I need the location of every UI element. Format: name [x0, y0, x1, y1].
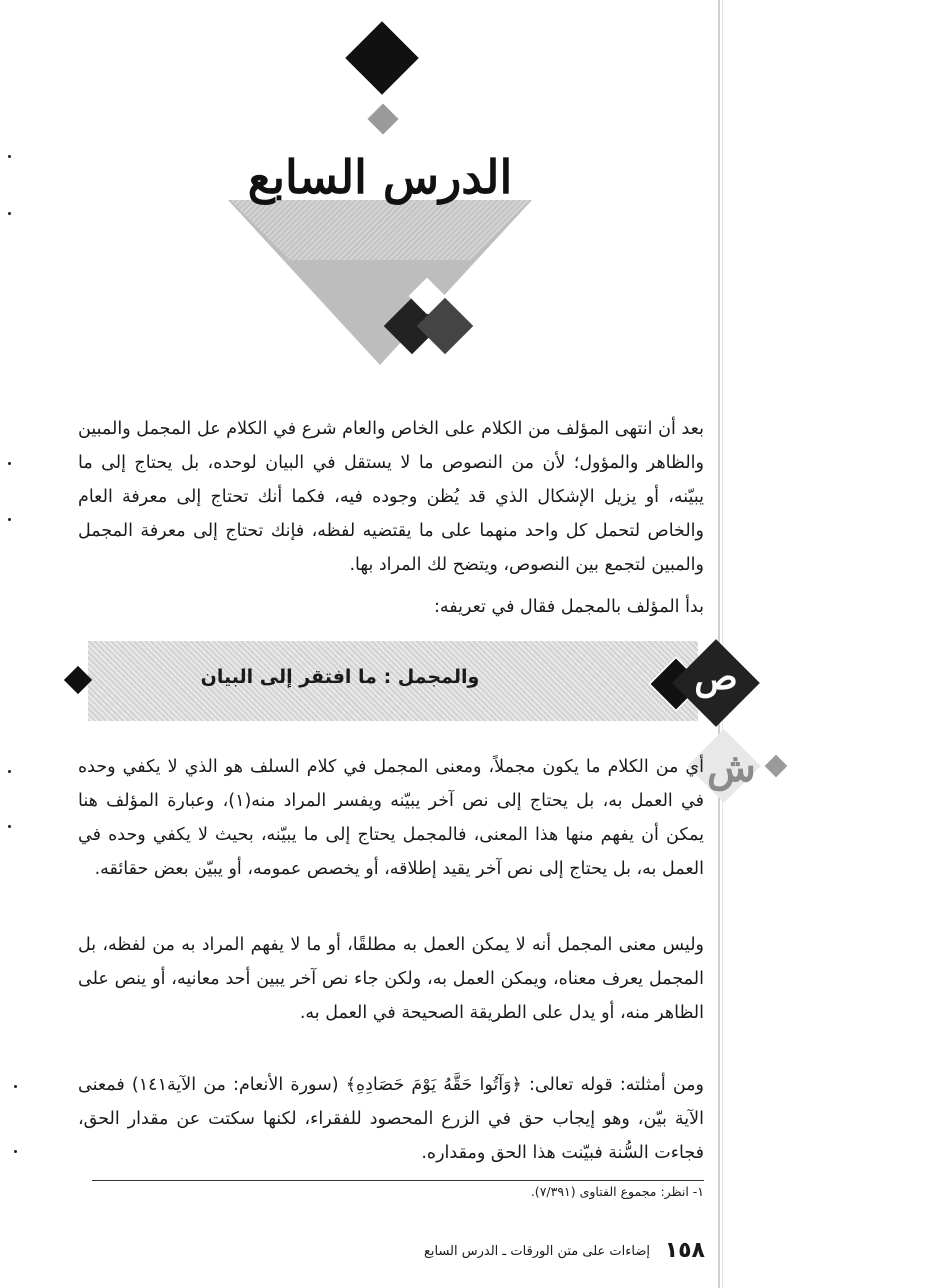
commentary-paragraph-3: ومن أمثلته: قوله تعالى: ﴿وَآتُوا حَقَّهُ يَوْمَ حَصَادِهِ﴾ (سورة الأنعام: من الآية١٤١) فمعنى الآية بيّن، وهو إيجاب حق في الزرع المحصود للفقراء، لكنها سكتت عن مقدار الحق، فجاءت السُّنة فبيّنت هذا الحق ومقداره. — [78, 1075, 704, 1163]
page-edge-line-secondary — [722, 0, 723, 1288]
margin-dot — [8, 518, 11, 521]
section-title: والمجمل : ما افتقر إلى البيان — [200, 666, 480, 688]
footnote: ١- انظر: مجموع الفتاوى (٧/٣٩١). — [530, 1184, 704, 1199]
footnote-divider — [92, 1180, 704, 1181]
lesson-title: الدرس السابع — [247, 150, 513, 204]
top-diamond — [345, 21, 419, 95]
intro-lead: بدأ المؤلف بالمجمل فقال في تعريفه: — [433, 597, 704, 617]
margin-dot — [14, 1085, 17, 1088]
matn-badge-letter: ص — [694, 656, 738, 698]
margin-dot — [8, 462, 11, 465]
commentary-paragraph-1: أي من الكلام ما يكون مجملاً، ومعنى المجمل في كلام السلف هو الذي لا يكفي وحده في العمل به، بل يحتاج إلى نص آخر يبيّنه ويفسر المراد منه(١)، وعبارة المؤلف هنا يمكن أن يفهم منها هذا المعنى، فالمجمل يحتاج إلى ما يبيّنه، بحيث لا يكفي وحده في العمل به، بل يحتاج إلى نص آخر يقيد إطلاقه، أو يخصص عمومه، أو يبيّن بعض حقائقه. — [78, 757, 704, 879]
margin-dot — [8, 212, 11, 215]
margin-dot — [8, 825, 11, 828]
margin-dot — [8, 770, 11, 773]
small-diamond — [367, 103, 398, 134]
margin-dot — [8, 155, 11, 158]
commentary-paragraph-2: وليس معنى المجمل أنه لا يمكن العمل به مطلقًا، أو ما لا يفهم المراد به من لفظه، بل المجمل يعرف معناه، ويمكن العمل به، ولكن جاء نص آخر يبين أحد معانيه، أو ينص على الظاهر منه، أو يدل على الطريقة الصحيحة في العمل به. — [78, 935, 704, 1023]
running-title: إضاءات على متن الورقات ـ الدرس السابع — [423, 1244, 650, 1259]
intro-paragraph: بعد أن انتهى المؤلف من الكلام على الخاص والعام شرع في الكلام عل المجمل والمبين والظاهر والمؤول؛ لأن من النصوص ما لا يستقل في البيان لوحده، بل يحتاج إلى ما يبيّنه، أو يزيل الإشكال الذي قد يُظن وجوده فيه، فكما أنك تحتاج إلى معرفة العام والخاص لتحمل كل واحد منهما على ما يقتضيه لفظه، فإنك تحتاج إلى معرفة المجمل والمبين لتجمع بين النصوص، ويتضح لك المراد بها. — [78, 419, 704, 575]
margin-dot — [14, 1150, 17, 1153]
page-number: ١٥٨ — [664, 1238, 705, 1263]
sharh-small-diamond — [765, 755, 788, 778]
sharh-badge-letter: ش — [707, 744, 756, 791]
